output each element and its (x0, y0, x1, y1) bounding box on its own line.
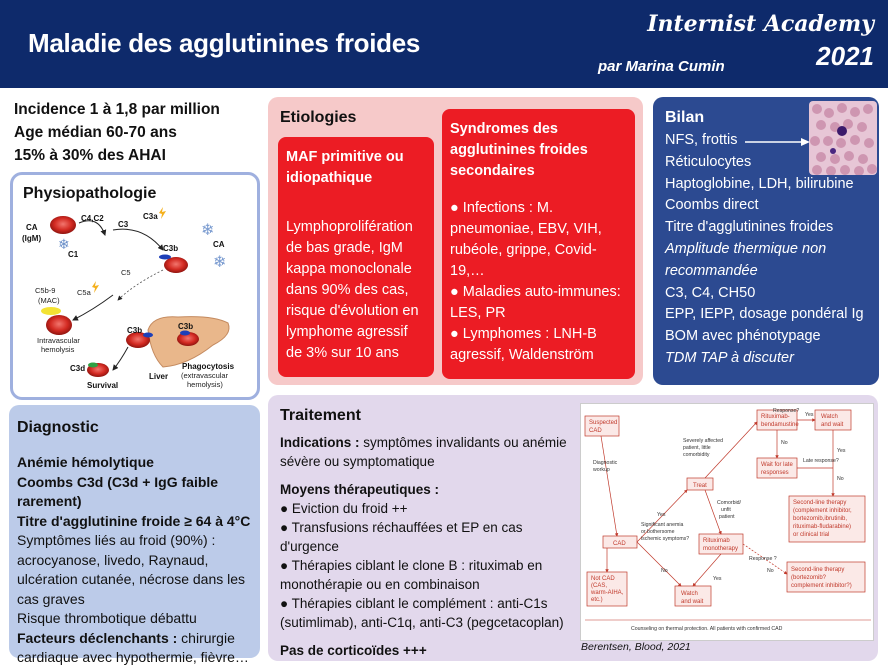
flow-treat: Treat (693, 483, 707, 489)
flow-waitlate-1: Wait for late (761, 462, 793, 468)
bilan-item: C3, C4, CH50 (665, 284, 756, 301)
flow-suspected-2: CAD (589, 428, 602, 434)
flow-severely-3: comorbidity (683, 452, 710, 458)
extravascular-label: (extravascular (181, 371, 229, 380)
physio-title: Physiopathologie (23, 185, 157, 202)
diag-symptoms: Symptômes liés au froid (90%) : acrocyanose, livedo, Raynaud, ulcération cutanée, nécrose dans les cas graves (17, 532, 246, 607)
flow-no-1: No (661, 568, 668, 574)
flow-notcad-1: Not CAD (591, 576, 615, 582)
flow-notcad-3: warm-AIHA, (591, 590, 624, 596)
intravascular-label: Intravascular (37, 336, 80, 345)
flow-watch-bottom-2: and wait (681, 599, 704, 605)
flow-diag-1: Diagnostic (593, 460, 618, 466)
ca-label: CA (26, 223, 38, 232)
brand-year: 2021 (816, 41, 874, 71)
header-banner (0, 0, 888, 88)
maf-title: MAF primitive ou idiopathique (286, 149, 404, 186)
flow-waitlate-2: responses (761, 470, 789, 476)
lysed-rbc (46, 315, 72, 335)
indications (280, 433, 580, 471)
diagnostic-title: Diagnostic (17, 419, 99, 436)
secondary-item: ● Infections : M. pneumoniae, EBV, VIH, rubéole, grippe, Covid-19,… (450, 200, 602, 279)
snowflake-icon-3: ❄ (213, 254, 227, 271)
hemolysis2-label: hemolysis) (187, 380, 223, 389)
physio-diagram (13, 175, 257, 397)
bilan-note: Amplitude thermique non recommandée (665, 240, 827, 279)
diagnostic-panel (9, 405, 260, 665)
snowflake-icon: ❄ (58, 236, 70, 252)
flow-comorbid-3: patient (719, 514, 735, 520)
bilan-item: Coombs direct (665, 197, 759, 214)
flow-yes-2: Yes (805, 412, 814, 418)
flow-second1-5: or clinical trial (793, 532, 830, 538)
ahai-share: 15% à 30% des AHAI (14, 147, 166, 164)
flow-signif-3: ischemic symptoms? (641, 536, 690, 542)
treatment-body (280, 433, 580, 660)
bilan-item: BOM avec phénotypage (665, 328, 821, 345)
lightning-icon (159, 207, 166, 219)
secondary-syndromes-box (442, 109, 635, 379)
page-title: Maladie des agglutinines froides (28, 28, 421, 58)
etiologies-panel (268, 97, 643, 385)
c3b-label: C3b (163, 244, 179, 253)
secondary-item: ● Lymphomes : LNH-B agressif, Waldenström (450, 326, 597, 363)
no-corticoids: Pas de corticoïdes +++ (280, 643, 427, 658)
diag-criterion: Anémie hémolytique (17, 454, 154, 470)
flow-second1-2: (complement inhibitor, (793, 508, 852, 514)
flow-comorbid-2: unfit (721, 507, 731, 513)
c3d-label: C3d (70, 364, 86, 373)
flow-no-2: No (781, 440, 788, 446)
moyens-item: ● Thérapies ciblant le complément : anti-C1s (sutimlimab), anti-C1q, anti-C3 (pegcetacoplan) (280, 596, 564, 630)
flow-yes-1: Yes (657, 512, 666, 518)
flow-cad: CAD (613, 541, 626, 547)
flow-comorbid-1: Comorbid/ (717, 500, 741, 506)
c3a-label: C3a (143, 212, 158, 221)
flow-response-q: Response? (773, 408, 800, 414)
bilan-list (665, 130, 879, 370)
c3b-liver-label-1: C3b (127, 326, 143, 335)
incidence: Incidence 1 à 1,8 par million (14, 101, 220, 118)
brand-name: Internist Academy (647, 11, 874, 37)
rbc-cell (50, 216, 76, 234)
flow-second2-3: complement inhibitor?) (791, 583, 852, 589)
flow-severely-1: Severely affected (683, 438, 723, 444)
flow-late-response: Late response? (803, 458, 839, 464)
physiopathology-panel (10, 172, 260, 400)
c5-label: C5 (121, 268, 131, 277)
phagocytosis-label: Phagocytosis (182, 362, 235, 371)
flow-notcad-4: etc.) (591, 597, 603, 603)
flow-counseling: Counseling on thermal protection. All patients with confirmed CAD (631, 626, 783, 632)
bilan-note: TDM TAP à discuter (665, 349, 794, 366)
maf-box (278, 137, 434, 377)
flow-second1-3: bortezomib,ibrutinib, (793, 516, 848, 522)
flow-yes-3: Yes (837, 448, 846, 454)
flow-second1-1: Second-line therapy (793, 500, 847, 506)
intro-stats (14, 98, 220, 167)
indications-label: Indications : (280, 435, 360, 450)
treatment-flowchart (580, 403, 874, 641)
flow-no-4: No (767, 568, 774, 574)
trigger-text: chirurgie cardiaque avec hypothermie, fièvre… (17, 629, 249, 665)
arrow-c3 (113, 229, 163, 250)
survival-label: Survival (87, 381, 119, 390)
flow-second1-4: rituximab-fludarabine) (793, 524, 852, 530)
indications-text: symptômes invalidants ou anémie sévère ou symptomatique (280, 435, 567, 469)
flow-signif-1: Significant anemia (641, 522, 684, 528)
diag-thrombotic: Risque thrombotique débattu (17, 610, 197, 626)
flow-no-3: No (837, 476, 844, 482)
rbc-cell-c3b (164, 257, 188, 273)
hemolysis-label: hemolysis (41, 345, 75, 354)
diag-criterion: Titre d'agglutinine froide ≥ 64 à 4°C (17, 512, 251, 529)
bilan-item: Haptoglobine, LDH, bilirubine (665, 175, 854, 192)
c3b-liver-label-2: C3b (178, 322, 194, 331)
flow-severely-2: patient, little (683, 445, 711, 451)
c1-label: C1 (68, 250, 79, 259)
moyens-item: ● Eviction du froid ++ (280, 501, 408, 516)
moyens-item: ● Transfusions réchauffées et EP en cas d'urgence (280, 520, 523, 554)
flow-second2-2: (bortezomib? (791, 575, 827, 581)
snowflake-icon-2: ❄ (201, 222, 215, 239)
flow-rituxmono-2: monotherapy (703, 546, 739, 552)
diag-triggers (17, 629, 257, 666)
bilan-title: Bilan (665, 109, 705, 126)
treatment-title: Traitement (280, 407, 361, 424)
bilan-panel (653, 97, 879, 385)
lightning-icon-2 (92, 281, 99, 293)
secondary-title: Syndromes des agglutinines froides secondaires (450, 121, 588, 179)
mac-label: (MAC) (38, 296, 60, 305)
trigger-label: Facteurs déclenchants : (17, 629, 178, 646)
bilan-item: NFS, frottis (665, 132, 738, 148)
diag-criterion: Coombs C3d (C3d + IgG faible rarement) (17, 473, 219, 509)
liver-label: Liver (149, 372, 169, 381)
secondary-item: ● Maladies auto-immunes: LES, PR (450, 284, 621, 321)
c4c2-label: C4,C2 (81, 214, 104, 223)
flow-signif-2: or bothersome (641, 529, 675, 535)
flow-rituxbenda-1: Rituximab- (761, 414, 790, 420)
bilan-item: Réticulocytes (665, 153, 752, 170)
flow-rituxmono-1: Rituximab (703, 538, 730, 544)
flow-watch-top-2: and wait (821, 422, 844, 428)
flow-second2-1: Second-line therapy (791, 567, 845, 573)
maf-text: Lymphoprolifération de bas grade, IgM kappa monoclonale dans 90% des cas, risque d'évolution en lymphome agressif de 3% sur 10 ans (286, 219, 419, 361)
median-age: Age médian 60-70 ans (14, 124, 177, 141)
treatment-panel (268, 395, 878, 661)
flow-yes-4: Yes (713, 576, 722, 582)
moyens-item: ● Thérapies ciblant le clone B : rituximab en monothérapie ou en combinaison (280, 558, 543, 592)
flow-rituxbenda-2: bendamustine (761, 422, 799, 428)
flow-response-q2: Response ? (749, 556, 777, 562)
etiologies-title: Etiologies (280, 109, 357, 126)
flow-diag-2: workup (593, 467, 610, 473)
c3-label: C3 (118, 220, 129, 229)
diagnostic-body (17, 453, 257, 666)
flow-notcad-2: (CAS, (591, 583, 608, 589)
bilan-item: Titre d'agglutinines froides (665, 219, 834, 236)
c5a-label: C5a (77, 288, 91, 297)
bilan-item: EPP, IEPP, dosage pondéral Ig (665, 306, 864, 323)
c5b9-label: C5b-9 (35, 286, 56, 295)
author: par Marina Cumin (598, 58, 725, 75)
flow-suspected-1: Suspected (589, 420, 618, 426)
flowchart-caption: Berentsen, Blood, 2021 (581, 641, 691, 653)
flow-watch-bottom-1: Watch (681, 591, 698, 597)
ca-right-label: CA (213, 240, 225, 249)
moyens-label: Moyens thérapeutiques : (280, 482, 440, 497)
igm-label: (IgM) (22, 234, 42, 243)
flow-watch-top-1: Watch (821, 414, 838, 420)
